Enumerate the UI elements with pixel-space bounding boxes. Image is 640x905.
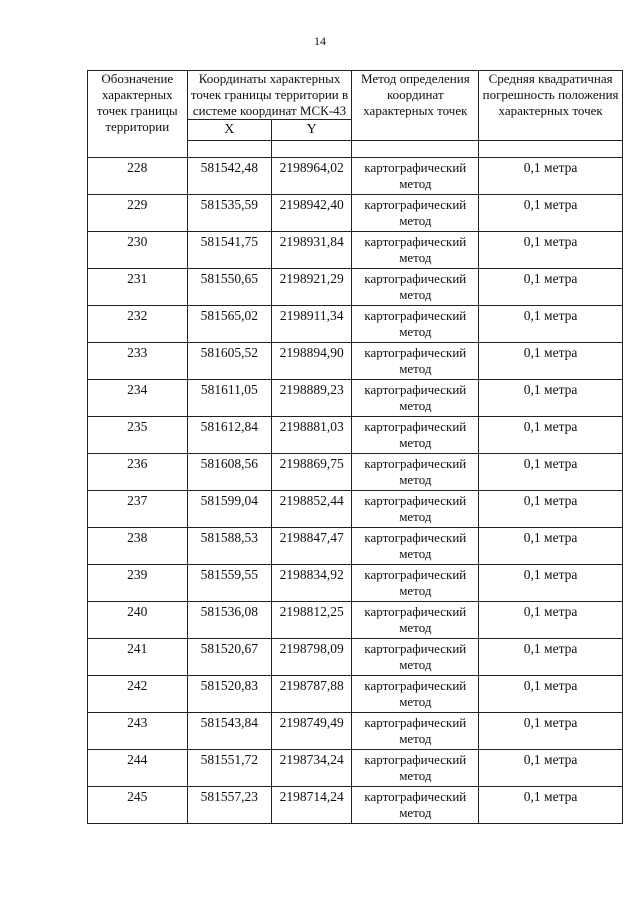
table-row (88, 380, 623, 417)
error-cell: 0,1 метра (479, 232, 623, 269)
table-row (88, 454, 623, 491)
x-coordinate-cell: 581541,75 (187, 232, 271, 269)
y-coordinate-cell: 2198889,23 (272, 380, 352, 417)
error-cell: 0,1 метра (479, 343, 623, 380)
table-row (88, 676, 623, 713)
header-point-designation: Обозначение характерных точек границы территории (88, 71, 188, 158)
y-coordinate-cell: 2198931,84 (272, 232, 352, 269)
spacer-cell (272, 141, 352, 158)
y-coordinate-cell: 2198964,02 (272, 158, 352, 195)
table-row (88, 417, 623, 454)
x-coordinate-cell: 581588,53 (187, 528, 271, 565)
method-cell: картографический метод (352, 528, 479, 565)
x-coordinate-cell: 581612,84 (187, 417, 271, 454)
point-cell: 237 (88, 491, 188, 528)
spacer-cell (479, 141, 623, 158)
point-cell: 231 (88, 269, 188, 306)
x-coordinate-cell: 581611,05 (187, 380, 271, 417)
error-cell: 0,1 метра (479, 306, 623, 343)
method-cell: картографический метод (352, 676, 479, 713)
x-coordinate-cell: 581520,67 (187, 639, 271, 676)
x-coordinate-cell: 581559,55 (187, 565, 271, 602)
method-cell: картографический метод (352, 491, 479, 528)
method-cell: картографический метод (352, 750, 479, 787)
x-coordinate-cell: 581608,56 (187, 454, 271, 491)
table-row (88, 750, 623, 787)
error-cell: 0,1 метра (479, 713, 623, 750)
header-x: X (187, 120, 271, 141)
spacer-cell (352, 141, 479, 158)
point-cell: 245 (88, 787, 188, 824)
y-coordinate-cell: 2198749,49 (272, 713, 352, 750)
y-coordinate-cell: 2198847,47 (272, 528, 352, 565)
method-cell: картографический метод (352, 158, 479, 195)
point-cell: 232 (88, 306, 188, 343)
y-coordinate-cell: 2198911,34 (272, 306, 352, 343)
error-cell: 0,1 метра (479, 158, 623, 195)
error-cell: 0,1 метра (479, 380, 623, 417)
x-coordinate-cell: 581599,04 (187, 491, 271, 528)
x-coordinate-cell: 581542,48 (187, 158, 271, 195)
method-cell: картографический метод (352, 380, 479, 417)
y-coordinate-cell: 2198894,90 (272, 343, 352, 380)
y-coordinate-cell: 2198852,44 (272, 491, 352, 528)
x-coordinate-cell: 581550,65 (187, 269, 271, 306)
error-cell: 0,1 метра (479, 565, 623, 602)
method-cell: картографический метод (352, 454, 479, 491)
error-cell: 0,1 метра (479, 750, 623, 787)
table-row (88, 713, 623, 750)
point-cell: 229 (88, 195, 188, 232)
table-body (88, 158, 623, 824)
table-row (88, 232, 623, 269)
header-error: Средняя квадратичная погрешность положения характерных точек (479, 71, 623, 141)
error-cell: 0,1 метра (479, 417, 623, 454)
y-coordinate-cell: 2198834,92 (272, 565, 352, 602)
method-cell: картографический метод (352, 195, 479, 232)
x-coordinate-cell: 581565,02 (187, 306, 271, 343)
method-cell: картографический метод (352, 565, 479, 602)
coordinates-table (87, 70, 623, 824)
method-cell: картографический метод (352, 269, 479, 306)
error-cell: 0,1 метра (479, 491, 623, 528)
header-y: Y (272, 120, 352, 141)
table-header (88, 71, 623, 158)
y-coordinate-cell: 2198734,24 (272, 750, 352, 787)
method-cell: картографический метод (352, 232, 479, 269)
y-coordinate-cell: 2198798,09 (272, 639, 352, 676)
table-row (88, 269, 623, 306)
point-cell: 230 (88, 232, 188, 269)
table-row (88, 528, 623, 565)
point-cell: 235 (88, 417, 188, 454)
table-row (88, 158, 623, 195)
point-cell: 236 (88, 454, 188, 491)
y-coordinate-cell: 2198881,03 (272, 417, 352, 454)
table-row (88, 195, 623, 232)
point-cell: 239 (88, 565, 188, 602)
table-row (88, 787, 623, 824)
header-coordinates: Координаты характерных точек границы территории в системе координат МСК-43 (187, 71, 352, 120)
method-cell: картографический метод (352, 713, 479, 750)
page-number: 14 (314, 34, 326, 48)
error-cell: 0,1 метра (479, 454, 623, 491)
error-cell: 0,1 метра (479, 639, 623, 676)
method-cell: картографический метод (352, 343, 479, 380)
error-cell: 0,1 метра (479, 528, 623, 565)
table-row (88, 491, 623, 528)
y-coordinate-cell: 2198942,40 (272, 195, 352, 232)
point-cell: 243 (88, 713, 188, 750)
y-coordinate-cell: 2198787,88 (272, 676, 352, 713)
header-method: Метод определения координат характерных точек (352, 71, 479, 141)
x-coordinate-cell: 581536,08 (187, 602, 271, 639)
point-cell: 238 (88, 528, 188, 565)
table-row (88, 306, 623, 343)
error-cell: 0,1 метра (479, 195, 623, 232)
error-cell: 0,1 метра (479, 676, 623, 713)
point-cell: 242 (88, 676, 188, 713)
point-cell: 228 (88, 158, 188, 195)
point-cell: 241 (88, 639, 188, 676)
point-cell: 234 (88, 380, 188, 417)
y-coordinate-cell: 2198812,25 (272, 602, 352, 639)
error-cell: 0,1 метра (479, 602, 623, 639)
header-row (88, 71, 623, 120)
x-coordinate-cell: 581535,59 (187, 195, 271, 232)
spacer-cell (187, 141, 271, 158)
error-cell: 0,1 метра (479, 787, 623, 824)
y-coordinate-cell: 2198869,75 (272, 454, 352, 491)
x-coordinate-cell: 581605,52 (187, 343, 271, 380)
x-coordinate-cell: 581543,84 (187, 713, 271, 750)
x-coordinate-cell: 581551,72 (187, 750, 271, 787)
point-cell: 244 (88, 750, 188, 787)
method-cell: картографический метод (352, 602, 479, 639)
table-row (88, 602, 623, 639)
table-row (88, 343, 623, 380)
x-coordinate-cell: 581520,83 (187, 676, 271, 713)
x-coordinate-cell: 581557,23 (187, 787, 271, 824)
y-coordinate-cell: 2198714,24 (272, 787, 352, 824)
method-cell: картографический метод (352, 639, 479, 676)
method-cell: картографический метод (352, 787, 479, 824)
y-coordinate-cell: 2198921,29 (272, 269, 352, 306)
table-row (88, 639, 623, 676)
method-cell: картографический метод (352, 306, 479, 343)
table-row (88, 565, 623, 602)
point-cell: 233 (88, 343, 188, 380)
method-cell: картографический метод (352, 417, 479, 454)
point-cell: 240 (88, 602, 188, 639)
error-cell: 0,1 метра (479, 269, 623, 306)
